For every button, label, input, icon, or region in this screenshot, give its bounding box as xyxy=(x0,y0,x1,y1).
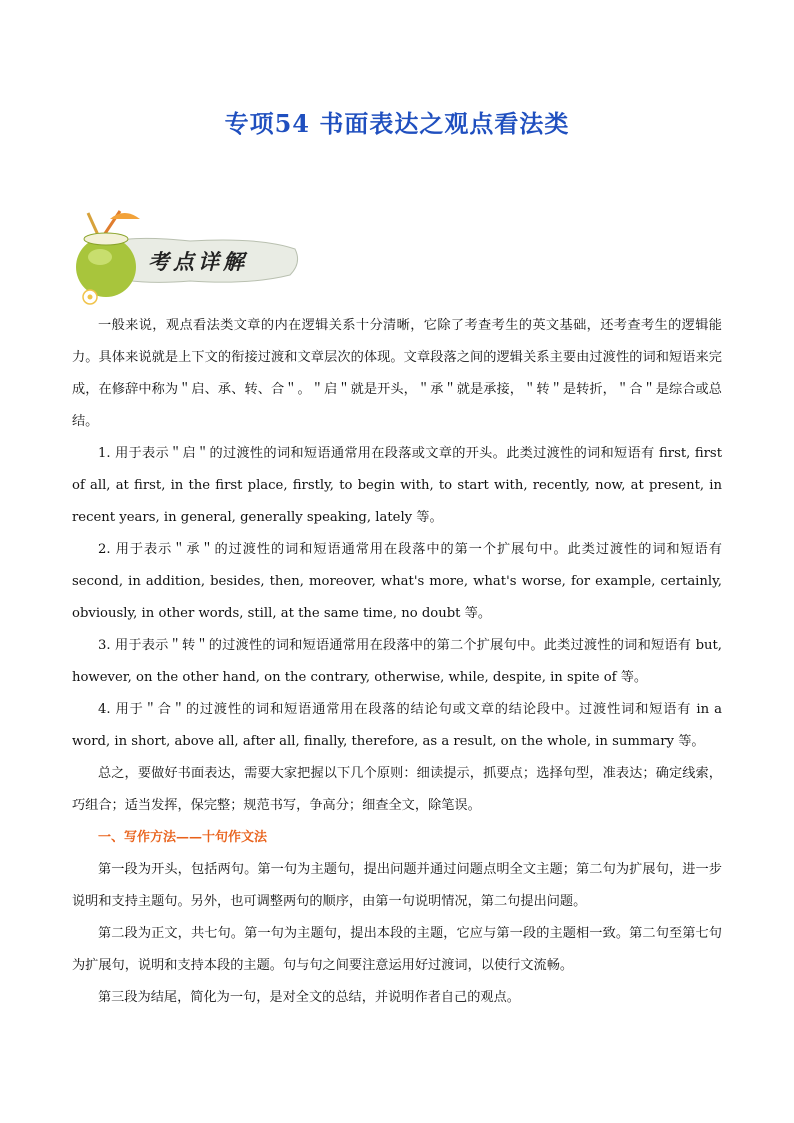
point-2-paragraph: 2. 用于表示＂承＂的过渡性的词和短语通常用在段落中的第一个扩展句中。此类过渡性的词和短语有 second, in addition, besides, then, moreover, what's more, what's worse, for example, certainly, obviously, in other words, still, at the same time, no doubt 等。 xyxy=(72,542,722,621)
point-4-paragraph: 4. 用于＂合＂的过渡性的词和短语通常用在段落的结论句或文章的结论段中。过渡性词和短语有 in a word, in short, above all, after all, finally, therefore, as a result, on the whole, in summary 等。 xyxy=(72,702,722,749)
intro-paragraph: 一般来说，观点看法类文章的内在逻辑关系十分清晰，它除了考查考生的英文基础，还考查考生的逻辑能力。具体来说就是上下文的衔接过渡和文章层次的体现。文章段落之间的逻辑关系主要由过渡性的词和短语来完成，在修辞中称为＂启、承、转、合＂。＂启＂就是开头，＂承＂就是承接，＂转＂是转折，＂合＂是综合或总结。 xyxy=(72,318,722,429)
section-banner-label: 考点详解 xyxy=(148,249,248,274)
point-1-paragraph: 1. 用于表示＂启＂的过渡性的词和短语通常用在段落或文章的开头。此类过渡性的词和短语有 first, first of all, at first, in the first place, firstly, to begin with, to start with, recently, now, at present, in recent years, in general, generally speaking, lately 等。 xyxy=(72,446,722,525)
section-heading: 一、写作方法——十句作文法 xyxy=(98,830,268,845)
summary-paragraph: 总之，要做好书面表达，需要大家把握以下几个原则：细读提示，抓要点；选择句型，准表达；确定线索，巧组合；适当发挥，保完整；规范书写，争高分；细查全文，除笔误。 xyxy=(72,766,722,813)
page-title: 专项54 书面表达之观点看法类 xyxy=(224,109,570,138)
method-paragraph-2: 第二段为正文，共七句。第一句为主题句，提出本段的主题，它应与第一段的主题相一致。第二句至第七句为扩展句，说明和支持本段的主题。句与句之间要注意运用好过渡词，以使行文流畅。 xyxy=(72,926,722,973)
point-3-paragraph: 3. 用于表示＂转＂的过渡性的词和短语通常用在段落中的第二个扩展句中。此类过渡性的词和短语有 but, however, on the other hand, on the contrary, otherwise, while, despite, in spite of 等。 xyxy=(72,638,722,685)
method-paragraph-3: 第三段为结尾，简化为一句，是对全文的总结，并说明作者自己的观点。 xyxy=(98,990,520,1005)
document-body xyxy=(72,310,722,1014)
method-paragraph-1: 第一段为开头，包括两句。第一句为主题句，提出问题并通过问题点明全文主题；第二句为扩展句，进一步说明和支持主题句。另外，也可调整两句的顺序，由第一句说明情况，第二句提出问题。 xyxy=(72,862,722,909)
